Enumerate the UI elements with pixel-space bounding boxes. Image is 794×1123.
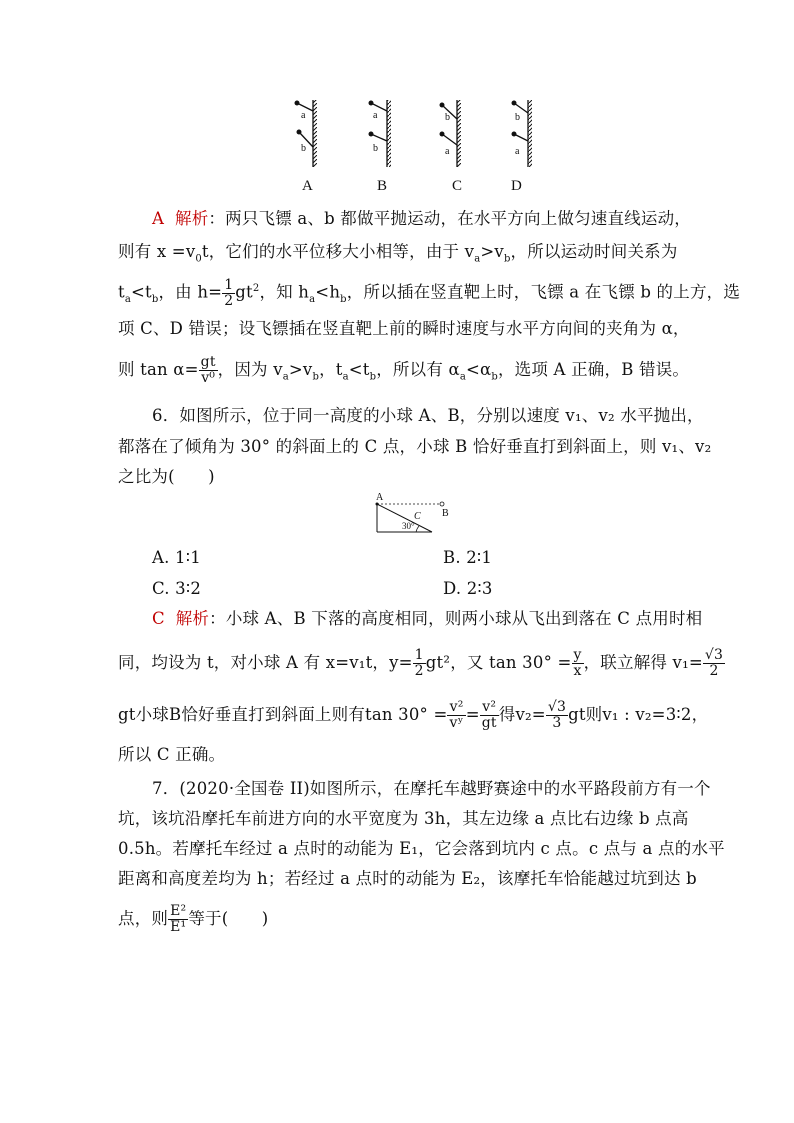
question-line: 0.5h。若摩托车经过 a 点时的动能为 E₁，它会落到坑内 c 点。c 点与 a 点的水平 <box>118 839 725 858</box>
fraction: $\frac{1}{2}$ <box>224 276 234 309</box>
dart-figure <box>285 95 535 175</box>
point-b-label: B <box>442 508 449 519</box>
fraction: $\frac{\text{v²}}{\text{vʸ}}$ <box>449 699 464 731</box>
solution-line: gt小球B恰好垂直打到斜面上则有tan 30° = $\frac{\text{v²}}{\text{vʸ}}$ = $\frac{\text{v²}}{gt}$ 得v₂= $\frac{√3}{3}$ gt则v₁ : v₂=3∶2， <box>118 699 709 731</box>
dart-label: b <box>373 143 378 154</box>
solution-line: 同，均设为 t，对小球 A 有 x=v₁t，y= $\frac{1}{2}$ gt²，又 tan 30° = $\frac{y}{x}$ ，联立解得 v₁= $\frac{√3}{2}$ <box>118 647 724 679</box>
dart-label: a <box>301 110 306 121</box>
fraction: $\frac{√3}{3}$ <box>547 699 567 731</box>
dart-diagram-a <box>295 100 318 167</box>
fraction: $\frac{\text{E²}}{\text{E¹}}$ <box>170 903 187 935</box>
dart-label: a <box>445 146 450 157</box>
dart-label: b <box>301 143 306 154</box>
option-c: C. 3∶2 <box>152 579 202 598</box>
angle-label: 30° <box>402 521 415 531</box>
point-c-label: C <box>414 511 421 522</box>
solution-line: 则 tan α= $\frac{gt}{\text{v⁰}}$ ，因为 $v_a>v_b$，$t_a<t_b$，所以有 $\alpha_a<\alpha_b$，选项 A 正确，B 错误。 <box>118 354 690 386</box>
analysis-label: 解析 <box>175 609 210 628</box>
solution-line: 项 C、D 错误；设飞镖插在竖直靶上前的瞬时速度与水平方向间的夹角为 α， <box>118 319 690 338</box>
solution-line: $t_a<t_b$，由 h= $\frac{1}{2}$ $gt^2$，知 $h_a<h_b$，所以插在竖直靶上时，飞镖 a 在飞镖 b 的上方，选 <box>118 276 741 309</box>
question-line: 6．如图所示，位于同一高度的小球 A、B，分别以速度 v₁、v₂ 水平抛出， <box>152 406 704 425</box>
dart-label: a <box>515 146 520 157</box>
dart-label: b <box>515 112 520 123</box>
analysis-label: 解析 <box>175 209 209 228</box>
question-line: 点，则 $\frac{\text{E²}}{\text{E¹}}$ 等于( ) <box>118 903 269 935</box>
dart-label: a <box>373 110 378 121</box>
question-line: 坑，该坑沿摩托车前进方向的水平宽度为 3h，其左边缘 a 点比右边缘 b 点高 <box>118 809 689 828</box>
fraction: $\frac{1}{2}$ <box>414 647 424 679</box>
answer-tag: C <box>152 609 165 628</box>
question-line: 都落在了倾角为 30° 的斜面上的 C 点，小球 B 恰好垂直打到斜面上，则 v₁、v₂ <box>118 437 712 456</box>
question-line: 7．(2020·全国卷 II)如图所示，在摩托车越野赛途中的水平路段前方有一个 <box>152 779 711 798</box>
solution-line: A 解析：两只飞镖 a、b 都做平抛运动，在水平方向上做匀速直线运动， <box>152 209 692 228</box>
figure-option-label: D <box>511 178 522 194</box>
question-line: 距离和高度差均为 h；若经过 a 点时的动能为 E₂，该摩托车恰能越过坑到达 b <box>118 869 697 888</box>
answer-tag: A <box>152 209 165 228</box>
option-b: B. 2∶1 <box>443 548 493 567</box>
question-line: 之比为( ) <box>118 467 215 486</box>
point-a-label: A <box>376 492 384 503</box>
solution-line: 所以 C 正确。 <box>118 745 226 764</box>
solution-line: 则有 $x =v_0t$，它们的水平位移大小相等，由于 $v_a>v_b$，所以运动时间关系为 <box>118 242 678 265</box>
figure-option-label: A <box>302 178 313 194</box>
fraction: $\frac{√3}{2}$ <box>704 647 724 679</box>
figure-option-label: C <box>452 178 463 194</box>
dart-label: b <box>445 112 450 123</box>
option-a: A. 1∶1 <box>152 548 201 567</box>
solution-line: C 解析：小球 A、B 下落的高度相同，则两小球从飞出到落在 C 点用时相 <box>152 609 703 628</box>
dart-diagram-c <box>440 100 462 167</box>
fraction: $\frac{y}{x}$ <box>573 647 582 679</box>
figure-option-label: B <box>377 178 388 194</box>
option-d: D. 2∶3 <box>443 579 493 598</box>
fraction: $\frac{gt}{\text{v⁰}}$ <box>200 354 216 386</box>
fraction: $\frac{\text{v²}}{gt}$ <box>481 699 497 731</box>
dart-diagram-b <box>369 100 392 167</box>
